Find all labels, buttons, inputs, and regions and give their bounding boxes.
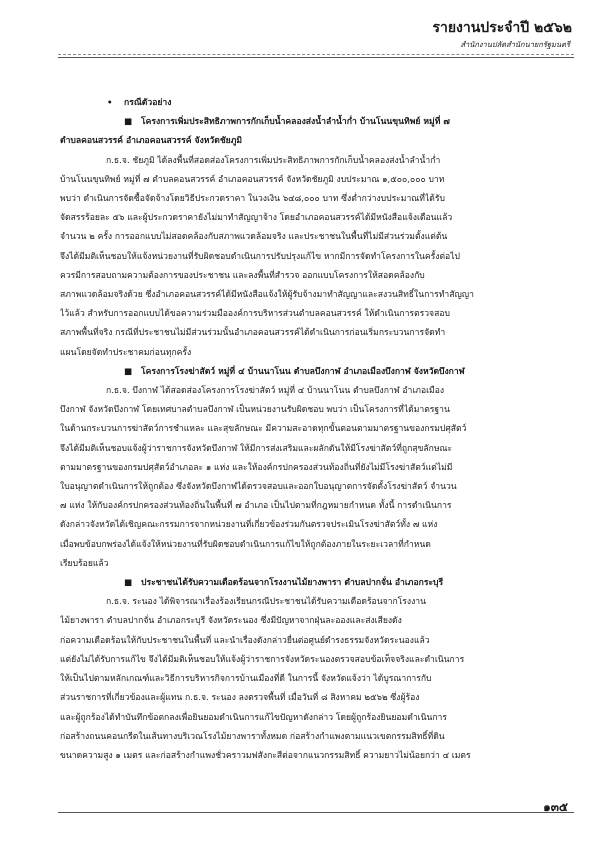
case1-heading-line2: ตำบลคอนสวรรค์ อำเภอคอนสวรรค์ จังหวัดชัยภูมิ xyxy=(60,136,243,147)
paragraph-line: ควรมีการสอบถามความต้องการของประชาชน และลงพื้นที่สำรวจ ออกแบบโครงการให้สอดคล้องกับ xyxy=(60,270,425,281)
case2-heading xyxy=(72,363,572,382)
paragraph-line: และผู้ถูกร้องได้ทำบันทึกข้อตกลงเพื่อยินยอมดำเนินการแก้ไขปัญหาดังกล่าว โดยผู้ถูกร้องยินยอมดำเนินการ xyxy=(60,712,447,723)
case3-heading xyxy=(72,574,572,593)
paragraph-line: ให้เป็นไปตามหลักเกณฑ์และวิธีการบริหารกิจการบ้านเมืองที่ดี ในการนี้ จังหวัดแจ้งว่า ได้บูรณาการกับ xyxy=(60,674,432,685)
paragraph-line: สภาพแวดล้อมจริงด้วย ซึ่งอำเภอคอนสวรรค์ได้มีหนังสือแจ้งให้ผู้รับจ้างมาทำสัญญาและสงวนสิทธิ์ในการทำสัญญา xyxy=(60,290,474,301)
paragraph-line: ๗ แห่ง ให้กับองค์กรปกครองส่วนท้องถิ่นในพื้นที่ ๗ อำเภอ เป็นไปตามที่กฎหมายกำหนด ทั้งนี้ การดำเนินการ xyxy=(60,501,452,512)
paragraph-line: ดังกล่าวจังหวัดได้เชิญคณะกรรมการจากหน่วยงานที่เกี่ยวข้องร่วมกันตรวจประเมินโรงฆ่าสัตว์ทั้ง ๗ แห่ง xyxy=(60,520,438,531)
bullet-icon: • xyxy=(107,98,113,108)
paragraph-line: ขนาดความสูง ๑ เมตร และก่อสร้างกำแพงชั่วคราวมฟสังกะสีต่อจากแนวกรรมสิทธิ์ ความยาวไม่น้อยกว่า ๔ เมตร xyxy=(60,750,471,761)
paragraph-line: ในด้านกระบวนการฆ่าสัตว์การชำแหละ และสุขลักษณะ มีความสะอาดทุกขั้นตอนตามมาตรฐานของกรมปศุสัตว์ xyxy=(60,424,467,435)
paragraph-line: จึงได้มีมติเห็นชอบแจ้งผู้ว่าราชการจังหวัดบึงกาฬ ให้มีการส่งเสริมและผลักดันให้มีโรงฆ่าสัตว์ที่ถูกสุขลักษณะ xyxy=(60,443,453,454)
paragraph-line: แต่ยังไม่ได้รับการแก้ไข จึงได้มีมติเห็นชอบให้แจ้งผู้ว่าราชการจังหวัดระนองตรวจสอบข้อเท็จจริงและดำเนินการ xyxy=(60,654,465,665)
square-bullet-icon: ■ xyxy=(124,117,133,128)
case2-paragraph xyxy=(60,382,572,574)
header-divider xyxy=(58,57,574,58)
paragraph-line: ไว้แล้ว สำหรับการออกแบบได้ขอความร่วมมือองค์การบริหารส่วนตำบลคอนสวรรค์ ให้ดำเนินการตรวจสอบ xyxy=(60,309,450,320)
paragraph-line: แผนโดยจัดทำประชาคมก่อนทุกครั้ง xyxy=(60,347,192,358)
paragraph-line: จำนวน ๒ ครั้ง การออกแบบไม่สอดคล้องกับสภาพแวดล้อมจริง และประชาชนในพื้นที่ไม่มีส่วนร่วมตั้งแต่ต้น xyxy=(60,232,448,243)
case1-heading-line1: โครงการเพิ่มประสิทธิภาพการกักเก็บน้ำคลองส่งน้ำลำน้ำก่ำ บ้านโนนขุนทิพย์ หมู่ที่ ๗ xyxy=(141,117,450,128)
paragraph-line: ก่อความเดือดร้อนให้กับประชาชนในพื้นที่ และนำเรื่องดังกล่าวยื่นต่อศูนย์ดำรงธรรมจังหวัดระนองแล้ว xyxy=(60,635,430,646)
header-divider-dashed xyxy=(58,54,574,55)
paragraph-line: จัดสรรร้อยละ ๕๖ และผู้ประกวดราคายังไม่มาทำสัญญาจ้าง โดยอำเภอคอนสวรรค์ได้มีหนังสือแจ้งเตือนแล้ว xyxy=(60,213,453,224)
case3-paragraph xyxy=(60,593,572,766)
paragraph-line: เรียบร้อยแล้ว xyxy=(60,558,109,569)
paragraph-line: จึงได้มีมติเห็นชอบให้แจ้งหน่วยงานที่รับผิดชอบดำเนินการปรับปรุงแก้ไข หากมีการจัดทำโครงการในครั้งต่อไป xyxy=(60,251,460,262)
paragraph-line: บ้านโนนขุนทิพย์ หมู่ที่ ๗ ตำบลคอนสวรรค์ อำเภอคอนสวรรค์ จังหวัดชัยภูมิ งบประมาณ ๑,๕๐๐,๐๐๐ บาท xyxy=(60,174,445,185)
section-heading xyxy=(72,94,572,113)
paragraph-line: ส่วนราชการที่เกี่ยวข้องและผู้แทน ก.ธ.จ. ระนอง ลงตรวจพื้นที่ เมื่อวันที่ ๘ สิงหาคม ๒๕๖๒ ซึ่งผู้ร้อง xyxy=(60,693,420,704)
paragraph-line: บึงกาฬ จังหวัดบึงกาฬ โดยเทศบาลตำบลบึงกาฬ เป็นหน่วยงานรับผิดชอบ พบว่า เป็นโครงการที่ได้มาตรฐาน xyxy=(60,405,450,416)
paragraph-line: พบว่า ดำเนินการจัดซื้อจัดจ้างโดยวิธีประกวดราคา ในวงเงิน ๖๔๘,๐๐๐ บาท ซึ่งต่ำกว่างบประมาณที่ได้รับ xyxy=(60,194,445,205)
footer-divider xyxy=(58,812,574,813)
case1-paragraph xyxy=(60,152,572,363)
paragraph-line: ใบอนุญาตดำเนินการให้ถูกต้อง ซึ่งจังหวัดบึงกาฬได้ตรวจสอบและออกใบอนุญาตการจัดตั้งโรงฆ่าสัตว์ จำนวน xyxy=(60,482,457,493)
report-subtitle: สำนักงานปลัดสำนักนายกรัฐมนตรี xyxy=(460,40,570,49)
case2-heading-text: โครงการโรงฆ่าสัตว์ หมู่ที่ ๔ บ้านนาโนน ตำบลบึงกาฬ อำเภอเมืองบึงกาฬ จังหวัดบึงกาฬ xyxy=(141,366,465,377)
report-title: รายงานประจำปี ๒๕๖๒ xyxy=(432,20,572,36)
square-bullet-icon: ■ xyxy=(124,578,133,589)
section-title: กรณีตัวอย่าง xyxy=(124,98,172,108)
paragraph-line: ก.ธ.จ. ชัยภูมิ ได้ลงพื้นที่สอดส่องโครงการเพิ่มประสิทธิภาพการกักเก็บน้ำคลองส่งน้ำลำน้ำก่ำ xyxy=(106,155,441,166)
paragraph-line: ก่อสร้างถนนคอนกรีตในเส้นทางบริเวณโรงไม้ยางพาราทั้งหมด ก่อสร้างกำแพงตามแนวเขตกรรมสิทธิ์ที่ดิน xyxy=(60,731,445,742)
paragraph-line: ตามมาตรฐานของกรมปศุสัตว์อำเภอละ ๑ แห่ง และให้องค์กรปกครองส่วนท้องถิ่นที่ยังไม่มีโรงฆ่าสัตว์แต่ไม่มี xyxy=(60,462,453,473)
paragraph-line: ก.ธ.จ. บึงกาฬ ได้สอดส่องโครงการโรงฆ่าสัตว์ หมู่ที่ ๔ บ้านนาโนน ตำบลบึงกาฬ อำเภอเมือง xyxy=(106,386,445,397)
page-number: ๑๓๕ xyxy=(543,800,568,814)
paragraph-line: ไม้ยางพารา ตำบลปากจั่น อำเภอกระบุรี จังหวัดระนอง ซึ่งมีปัญหาจากฝุ่นละอองและส่งเสียงดัง xyxy=(60,616,402,627)
case1-heading xyxy=(72,113,572,132)
case3-heading-text: ประชาชนได้รับความเดือดร้อนจากโรงงานไม้ยางพารา ตำบลปากจั่น อำเภอกระบุรี xyxy=(141,578,444,589)
paragraph-line: เมื่อพบข้อบกพร่องได้แจ้งให้หน่วยงานที่รับผิดชอบดำเนินการแก้ไขให้ถูกต้องภายในระยะเวลาที่กำหนด xyxy=(60,539,431,550)
document-body xyxy=(60,94,572,766)
paragraph-line: ก.ธ.จ. ระนอง ได้พิจารณาเรื่องร้องเรียนกรณีประชาชนได้รับความเดือดร้อนจากโรงงาน xyxy=(106,597,426,608)
square-bullet-icon: ■ xyxy=(124,366,133,377)
paragraph-line: สภาพพื้นที่จริง กรณีที่ประชาชนไม่มีส่วนร่วมนั้นอำเภอคอนสวรรค์ได้ดำเนินการก่อนเริ่มกระบวนการจัดทำ xyxy=(60,328,446,339)
